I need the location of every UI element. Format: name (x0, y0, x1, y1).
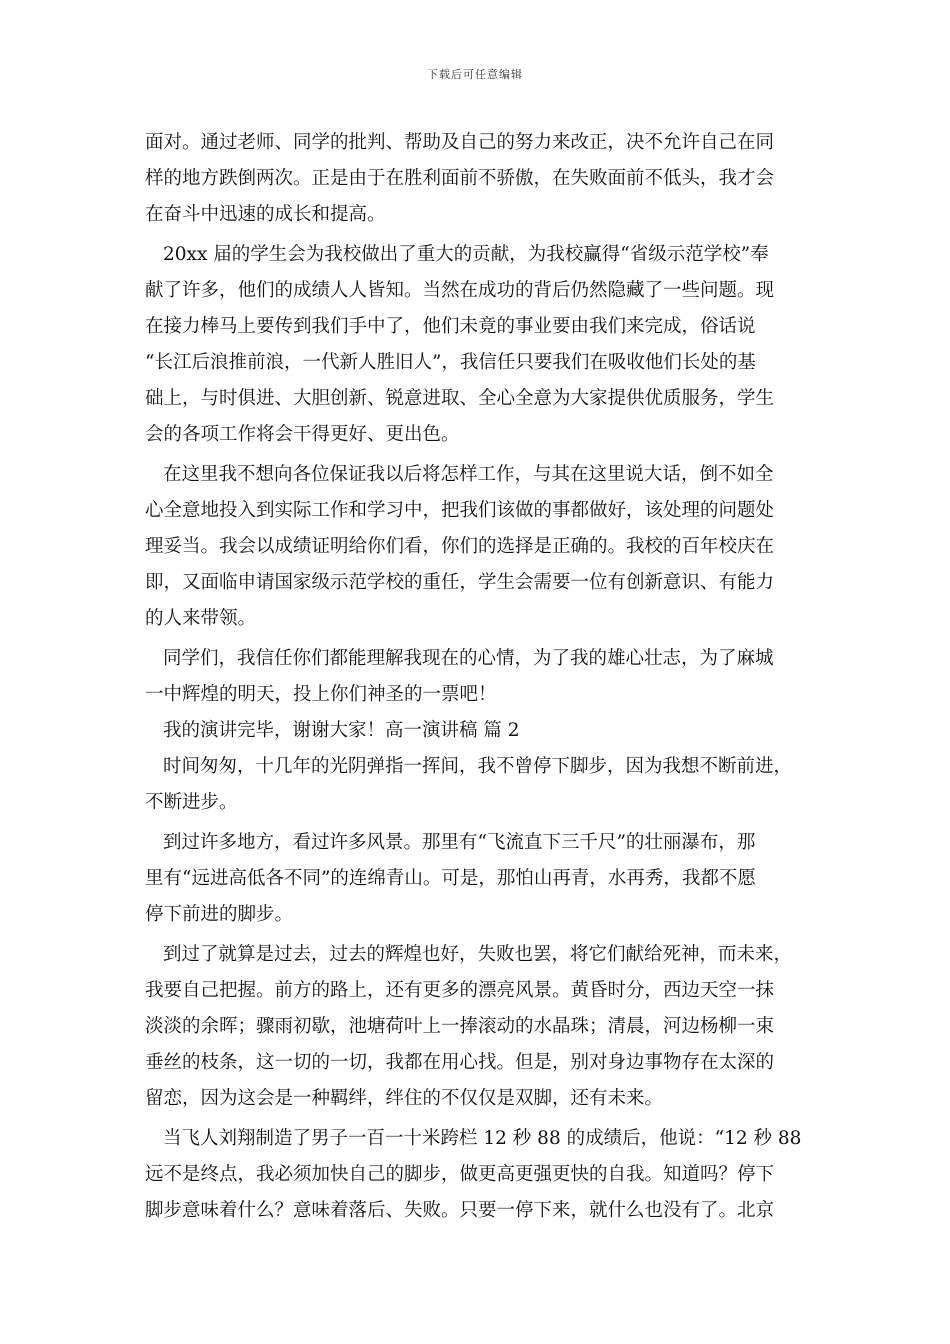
text-line: 在这里我不想向各位保证我以后将怎样工作，与其在这里说大话，倒不如全 (163, 464, 774, 485)
paragraph (145, 457, 807, 637)
text-line: 当飞人刘翔制造了男子一百一十米跨栏 12 秒 88 的成绩后，他说：“12 秒 88 (163, 1128, 802, 1149)
text-line: 在接力棒马上要传到我们手中了，他们未竟的事业要由我们来完成，俗话说 (145, 316, 756, 337)
text-line: 我要自己把握。前方的路上，还有更多的漂亮风景。黄昏时分，西边天空一抹 (145, 980, 775, 1001)
paragraph (145, 713, 807, 749)
text-line: 理妥当。我会以成绩证明给你们看，你们的选择是正确的。我校的百年校庆在 (145, 536, 775, 557)
paragraph (145, 825, 807, 933)
text-line: 的人来带领。 (145, 608, 257, 629)
paragraph (145, 749, 807, 821)
text-line: 停下前进的脚步。 (145, 904, 294, 925)
text-line: 献了许多，他们的成绩人人皆知。当然在成功的背后仍然隐藏了一些问题。现 (145, 280, 775, 301)
text-line: 脚步意味着什么？意味着落后、失败。只要一停下来，就什么也没有了。北京 (145, 1200, 775, 1221)
text-line: 留恋，因为这会是一种羁绊，绊住的不仅仅是双脚，还有未来。 (145, 1088, 664, 1109)
text-line: 会的各项工作将会干得更好、更出色。 (145, 424, 460, 445)
paragraph (145, 937, 807, 1117)
text-line: 到过许多地方，看过许多风景。那里有“飞流直下三千尺”的壮丽瀑布，那 (163, 832, 756, 853)
paragraph (145, 1121, 807, 1229)
text-line: 里有“远进高低各不同”的连绵青山。可是，那怕山再青，水再秀，我都不愿 (145, 868, 756, 889)
text-line: 淡淡的余晖；骤雨初歇，池塘荷叶上一捧滚动的水晶珠；清晨，河边杨柳一束 (145, 1016, 775, 1037)
paragraph (145, 125, 807, 233)
text-line: 到过了就算是过去，过去的辉煌也好，失败也罢，将它们献给死神，而未来， (163, 944, 793, 965)
text-line: 础上，与时俱进、大胆创新、锐意进取、全心全意为大家提供优质服务，学生 (145, 388, 775, 409)
text-line: 样的地方跌倒两次。正是由于在胜利面前不骄傲，在失败面前不低头，我才会 (145, 168, 775, 189)
page-header: 下载后可任意编辑 (427, 68, 523, 81)
text-line: “长江后浪推前浪，一代新人胜旧人”，我信任只要我们在吸收他们长处的基 (145, 352, 756, 373)
text-line: 我的演讲完毕，谢谢大家！高一演讲稿 篇 2 (163, 720, 520, 741)
text-line: 时间匆匆，十几年的光阴弹指一挥间，我不曾停下脚步，因为我想不断前进， (163, 756, 793, 777)
text-line: 即，又面临申请国家级示范学校的重任，学生会需要一位有创新意识、有能力 (145, 572, 775, 593)
paragraph (145, 237, 807, 453)
text-line: 垂丝的枝条，这一切的一切，我都在用心找。但是，别对身边事物存在太深的 (145, 1052, 775, 1073)
text-line: 在奋斗中迅速的成长和提高。 (145, 204, 386, 225)
text-line: 同学们，我信任你们都能理解我现在的心情，为了我的雄心壮志，为了麻城 (163, 648, 774, 669)
paragraph (145, 641, 807, 713)
text-line: 远不是终点，我必须加快自己的脚步，做更高更强更快的自我。知道吗？停下 (145, 1164, 775, 1185)
text-line: 面对。通过老师、同学的批判、帮助及自己的努力来改正，决不允许自己在同 (145, 132, 775, 153)
text-line: 不断进步。 (145, 792, 238, 813)
text-line: 一中辉煌的明天，投上你们神圣的一票吧！ (145, 684, 497, 705)
text-line: 心全意地投入到实际工作和学习中，把我们该做的事都做好，该处理的问题处 (145, 500, 775, 521)
text-line: 20xx 届的学生会为我校做出了重大的贡献，为我校赢得“省级示范学校”奉 (163, 244, 769, 265)
document-body (145, 125, 807, 1229)
